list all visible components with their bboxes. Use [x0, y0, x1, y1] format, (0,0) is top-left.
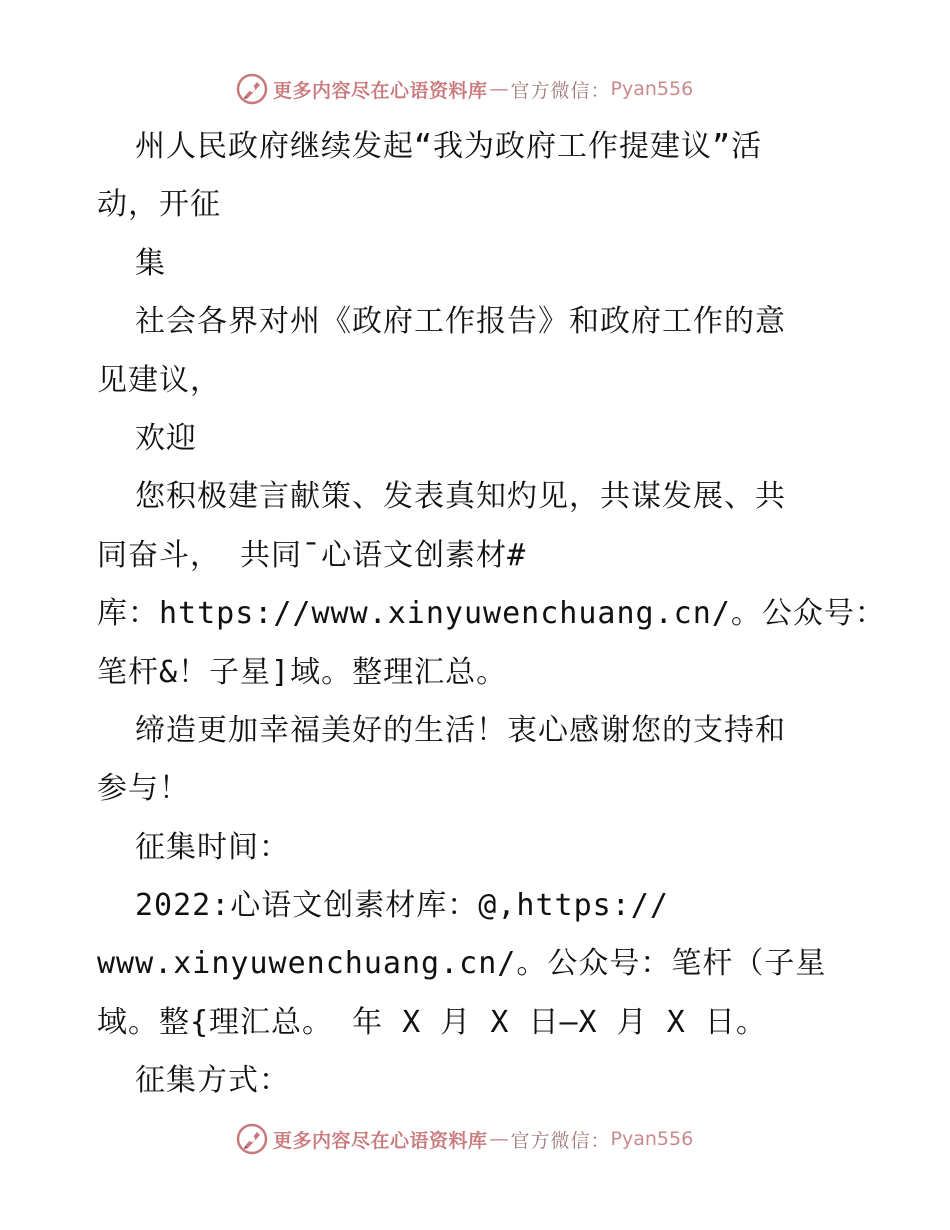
text-line: 库：https://www.xinyuwenchuang.cn/。公众号： [97, 596, 886, 632]
header-watermark [236, 72, 756, 106]
watermark-sub-text: 官方微信： [510, 79, 611, 102]
text-line: 2022:心语文创素材库：@,https:// [135, 888, 669, 924]
text-line: 笔杆&！子星]域。整理汇总。 [97, 654, 508, 690]
text-line: www.xinyuwenchuang.cn/。公众号：笔杆（子星 [97, 946, 827, 982]
text-line: 见建议， [97, 362, 221, 398]
pen-logo-icon [236, 1123, 268, 1155]
pen-logo-icon [236, 73, 268, 105]
text-line: 动，开征 [97, 187, 221, 223]
footer-watermark [236, 1122, 756, 1156]
watermark-main-text: 更多内容尽在心语资料库 [273, 1129, 488, 1152]
text-line: 集 [135, 245, 166, 281]
text-line: 欢迎 [135, 420, 197, 456]
watermark-main-text: 更多内容尽在心语资料库 [273, 79, 488, 102]
document-body [97, 118, 886, 1111]
text-line: 参与！ [97, 771, 190, 807]
text-line: 征集方式： [135, 1063, 290, 1099]
watermark-sub-text: 官方微信： [510, 1129, 611, 1152]
text-line: 您积极建言献策、发表真知灼见，共谋发展、共 [135, 479, 786, 515]
text-line: 州人民政府继续发起“我为政府工作提建议”活 [135, 129, 763, 164]
text-line: 缔造更加幸福美好的生活！衷心感谢您的支持和 [135, 712, 786, 748]
text-line: 征集时间： [135, 829, 290, 865]
watermark-wechat-id: Pyan556 [610, 78, 694, 100]
text-line: 同奋斗， 共同¯心语文创素材# [97, 537, 527, 573]
watermark-wechat-id: Pyan556 [610, 1128, 694, 1150]
watermark-dash: — [489, 1128, 509, 1150]
text-line: 域。整{理汇总。 年 X 月 X 日—X 月 X 日。 [97, 1004, 767, 1040]
watermark-dash: — [489, 78, 509, 100]
text-line: 社会各界对州《政府工作报告》和政府工作的意 [135, 304, 786, 340]
